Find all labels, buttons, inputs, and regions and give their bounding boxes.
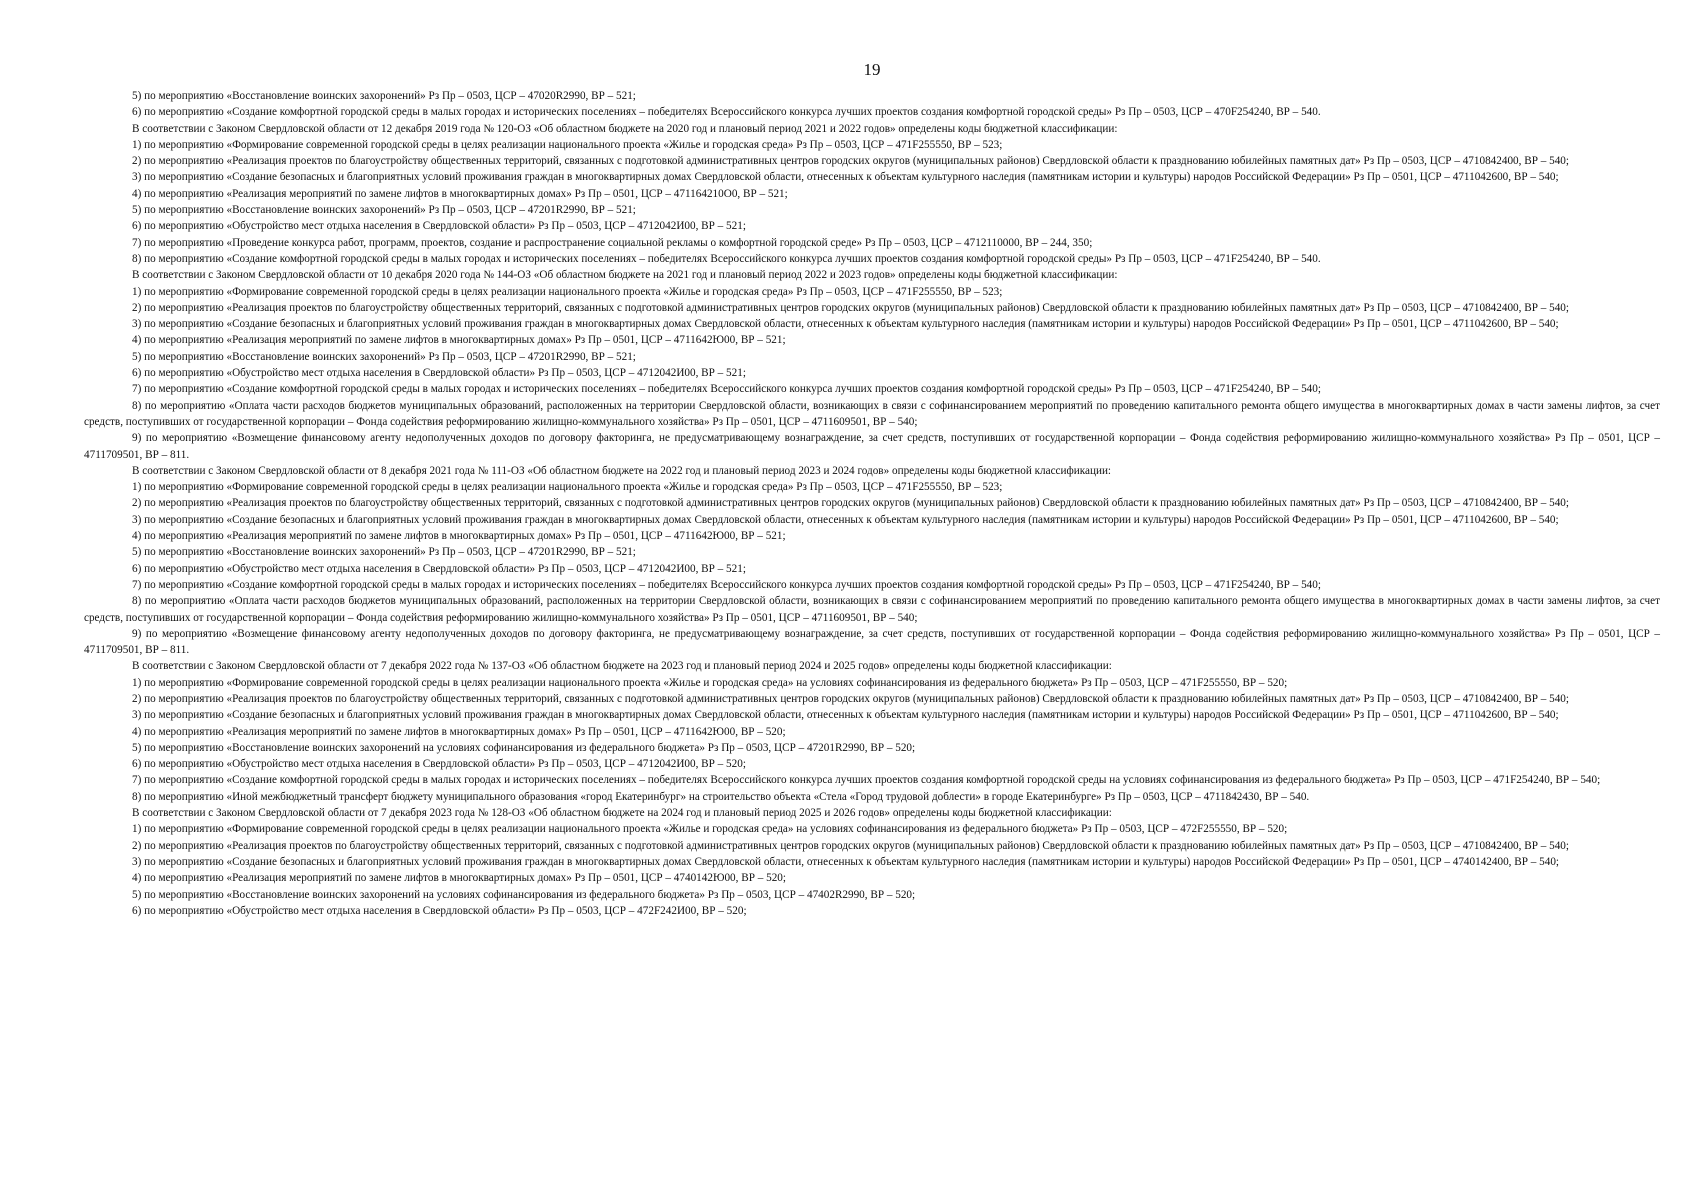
paragraph: 2) по мероприятию «Реализация проектов по благоустройству общественных территорий, связанных с подготовкой административных центров городских округов (муниципальных районов) Свердловской области к празднованию юбилейных памятных дат» Рз Пр – 0503, ЦСР – 4710842400, ВР – 540; bbox=[132, 497, 1570, 510]
paragraph: В соответствии с Законом Свердловской области от 12 декабря 2019 года № 120-ОЗ «Об областном бюджете на 2020 год и плановый период 2021 и 2022 годов» определены коды бюджетной классификации: bbox=[132, 122, 1118, 135]
paragraph: 4) по мероприятию «Реализация мероприятий по замене лифтов в многоквартирных домах» Рз Пр – 0501, ЦСР – 471164210О0, ВР – 521; bbox=[132, 187, 788, 200]
paragraph: 5) по мероприятию «Восстановление воинских захоронений» Рз Пр – 0503, ЦСР – 47020R2990, ВР – 521; bbox=[132, 90, 636, 102]
paragraph: 9) по мероприятию «Возмещение финансовому агенту недополученных доходов по договору факторинга, не предусматривающему вознаграждение, за счет средств, поступивших от государственной корпорации – Фонда содействия реформированию жилищно-коммунального хозяйства» Рз Пр – 0501, ЦСР – 4711709501, ВР – 811. bbox=[84, 627, 1660, 657]
paragraph: 2) по мероприятию «Реализация проектов по благоустройству общественных территорий, связанных с подготовкой административных центров городских округов (муниципальных районов) Свердловской области к празднованию юбилейных памятных дат» Рз Пр – 0503, ЦСР – 4710842400, ВР – 540; bbox=[132, 155, 1570, 168]
paragraph: 3) по мероприятию «Создание безопасных и благоприятных условий проживания граждан в многоквартирных домах Свердловской области, отнесенных к объектам культурного наследия (памятникам истории и культуры) народов Российской Федерации» Рз Пр – 0501, ЦСР – 4711042600, ВР – 540; bbox=[132, 318, 1559, 331]
paragraph: 4) по мероприятию «Реализация мероприятий по замене лифтов в многоквартирных домах» Рз Пр – 0501, ЦСР – 4740142Ю00, ВР – 520; bbox=[132, 872, 787, 885]
paragraph: 7) по мероприятию «Создание комфортной городской среды в малых городах и исторических поселениях – победителях Всероссийского конкурса лучших проектов создания комфортной городской среды» Рз Пр – 0503, ЦСР – 471F254240, ВР – 540; bbox=[132, 578, 1321, 591]
paragraph: В соответствии с Законом Свердловской области от 7 декабря 2022 года № 137-ОЗ «Об областном бюджете на 2023 год и плановый период 2024 и 2025 годов» определены коды бюджетной классификации: bbox=[132, 660, 1112, 673]
paragraph: 6) по мероприятию «Создание комфортной городской среды в малых городах и исторических поселениях – победителях Всероссийского конкурса лучших проектов создания комфортной городской среды» Рз Пр – 0503, ЦСР – 470F254240, ВР – 540. bbox=[132, 106, 1321, 119]
paragraph: 5) по мероприятию «Восстановление воинских захоронений» Рз Пр – 0503, ЦСР – 47201R2990, ВР – 521; bbox=[132, 350, 636, 363]
paragraph: 7) по мероприятию «Проведение конкурса работ, программ, проектов, создание и распространение социальной рекламы о комфортной городской среде» Рз Пр – 0503, ЦСР – 4712110000, ВР – 244, 350; bbox=[132, 236, 1093, 249]
paragraph: 4) по мероприятию «Реализация мероприятий по замене лифтов в многоквартирных домах» Рз Пр – 0501, ЦСР – 4711642Ю00, ВР – 521; bbox=[132, 530, 786, 543]
document-body bbox=[84, 88, 1660, 919]
paragraph: 5) по мероприятию «Восстановление воинских захоронений на условиях софинансирования из федерального бюджета» Рз Пр – 0503, ЦСР – 47402R2990, ВР – 520; bbox=[132, 888, 916, 901]
document-page bbox=[84, 58, 1660, 919]
paragraph: 8) по мероприятию «Создание комфортной городской среды в малых городах и исторических поселениях – победителях Всероссийского конкурса лучших проектов создания комфортной городской среды» Рз Пр – 0503, ЦСР – 471F254240, ВР – 540. bbox=[132, 252, 1321, 265]
paragraph: 4) по мероприятию «Реализация мероприятий по замене лифтов в многоквартирных домах» Рз Пр – 0501, ЦСР – 4711642Ю00, ВР – 521; bbox=[132, 334, 786, 347]
paragraph: 2) по мероприятию «Реализация проектов по благоустройству общественных территорий, связанных с подготовкой административных центров городских округов (муниципальных районов) Свердловской области к празднованию юбилейных памятных дат» Рз Пр – 0503, ЦСР – 4710842400, ВР – 540; bbox=[132, 839, 1570, 852]
paragraph: 2) по мероприятию «Реализация проектов по благоустройству общественных территорий, связанных с подготовкой административных центров городских округов (муниципальных районов) Свердловской области к празднованию юбилейных памятных дат» Рз Пр – 0503, ЦСР – 4710842400, ВР – 540; bbox=[132, 692, 1570, 705]
paragraph: 3) по мероприятию «Создание безопасных и благоприятных условий проживания граждан в многоквартирных домах Свердловской области, отнесенных к объектам культурного наследия (памятникам истории и культуры) народов Российской Федерации» Рз Пр – 0501, ЦСР – 4711042600, ВР – 540; bbox=[132, 171, 1559, 184]
paragraph: 9) по мероприятию «Возмещение финансовому агенту недополученных доходов по договору факторинга, не предусматривающему вознаграждение, за счет средств, поступивших от государственной корпорации – Фонда содействия реформированию жилищно-коммунального хозяйства» Рз Пр – 0501, ЦСР – 4711709501, ВР – 811. bbox=[84, 432, 1660, 461]
paragraph: 5) по мероприятию «Восстановление воинских захоронений» Рз Пр – 0503, ЦСР – 47201R2990, ВР – 521; bbox=[132, 204, 636, 217]
paragraph: 6) по мероприятию «Обустройство мест отдыха населения в Свердловской области» Рз Пр – 0503, ЦСР – 4712042И00, ВР – 520; bbox=[132, 758, 746, 771]
paragraph: 3) по мероприятию «Создание безопасных и благоприятных условий проживания граждан в многоквартирных домах Свердловской области, отнесенных к объектам культурного наследия (памятникам истории и культуры) народов Российской Федерации» Рз Пр – 0501, ЦСР – 4711042600, ВР – 540; bbox=[132, 709, 1559, 722]
paragraph: В соответствии с Законом Свердловской области от 8 декабря 2021 года № 111-ОЗ «Об областном бюджете на 2022 год и плановый период 2023 и 2024 годов» определены коды бюджетной классификации: bbox=[132, 464, 1112, 477]
paragraph: 1) по мероприятию «Формирование современной городской среды в целях реализации национального проекта «Жилье и городская среда» на условиях софинансирования из федерального бюджета» Рз Пр – 0503, ЦСР – 472F255550, ВР – 520; bbox=[132, 823, 1288, 836]
paragraph: 3) по мероприятию «Создание безопасных и благоприятных условий проживания граждан в многоквартирных домах Свердловской области, отнесенных к объектам культурного наследия (памятникам истории и культуры) народов Российской Федерации» Рз Пр – 0501, ЦСР – 4711042600, ВР – 540; bbox=[132, 513, 1559, 526]
paragraph: 2) по мероприятию «Реализация проектов по благоустройству общественных территорий, связанных с подготовкой административных центров городских округов (муниципальных районов) Свердловской области к празднованию юбилейных памятных дат» Рз Пр – 0503, ЦСР – 4710842400, ВР – 540; bbox=[132, 301, 1570, 314]
paragraph: 8) по мероприятию «Оплата части расходов бюджетов муниципальных образований, расположенных на территории Свердловской области, возникающих в связи с софинансированием мероприятий по проведению капитального ремонта общего имущества в многоквартирных домах в части замены лифтов, за счет средств, поступивших от государственной корпорации – Фонда содействия реформированию жилищно-коммунального хозяйства» Рз Пр – 0501, ЦСР – 4711609501, ВР – 540; bbox=[84, 399, 1660, 428]
page-number: 19 bbox=[863, 60, 881, 79]
paragraph: 4) по мероприятию «Реализация мероприятий по замене лифтов в многоквартирных домах» Рз Пр – 0501, ЦСР – 4711642Ю00, ВР – 520; bbox=[132, 725, 786, 738]
paragraph: 8) по мероприятию «Иной межбюджетный трансферт бюджету муниципального образования «город Екатеринбург» на строительство объекта «Стела «Город трудовой доблести» в городе Екатеринбурге» Рз Пр – 0503, ЦСР – 4711842430, ВР – 540. bbox=[132, 790, 1310, 803]
paragraph: 6) по мероприятию «Обустройство мест отдыха населения в Свердловской области» Рз Пр – 0503, ЦСР – 4712042И00, ВР – 521; bbox=[132, 220, 746, 233]
paragraph: 6) по мероприятию «Обустройство мест отдыха населения в Свердловской области» Рз Пр – 0503, ЦСР – 4712042И00, ВР – 521; bbox=[132, 367, 746, 380]
paragraph: 5) по мероприятию «Восстановление воинских захоронений на условиях софинансирования из федерального бюджета» Рз Пр – 0503, ЦСР – 47201R2990, ВР – 520; bbox=[132, 741, 916, 754]
paragraph: 1) по мероприятию «Формирование современной городской среды в целях реализации национального проекта «Жилье и городская среда» на условиях софинансирования из федерального бюджета» Рз Пр – 0503, ЦСР – 471F255550, ВР – 520; bbox=[132, 676, 1288, 689]
paragraph: 6) по мероприятию «Обустройство мест отдыха населения в Свердловской области» Рз Пр – 0503, ЦСР – 472F242И00, ВР – 520; bbox=[132, 904, 747, 917]
paragraph: 1) по мероприятию «Формирование современной городской среды в целях реализации национального проекта «Жилье и городская среда» Рз Пр – 0503, ЦСР – 471F255550, ВР – 523; bbox=[132, 481, 1003, 494]
paragraph: 1) по мероприятию «Формирование современной городской среды в целях реализации национального проекта «Жилье и городская среда» Рз Пр – 0503, ЦСР – 471F255550, ВР – 523; bbox=[132, 138, 1003, 151]
paragraph: 6) по мероприятию «Обустройство мест отдыха населения в Свердловской области» Рз Пр – 0503, ЦСР – 4712042И00, ВР – 521; bbox=[132, 562, 746, 575]
paragraph: 7) по мероприятию «Создание комфортной городской среды в малых городах и исторических поселениях – победителях Всероссийского конкурса лучших проектов создания комфортной городской среды на условиях софинансирования из федерального бюджета» Рз Пр – 0503, ЦСР – 471F254240, ВР – 540; bbox=[132, 774, 1601, 787]
paragraph: 7) по мероприятию «Создание комфортной городской среды в малых городах и исторических поселениях – победителях Всероссийского конкурса лучших проектов создания комфортной городской среды» Рз Пр – 0503, ЦСР – 471F254240, ВР – 540; bbox=[132, 383, 1321, 396]
paragraph: 5) по мероприятию «Восстановление воинских захоронений» Рз Пр – 0503, ЦСР – 47201R2990, ВР – 521; bbox=[132, 546, 636, 559]
paragraph: В соответствии с Законом Свердловской области от 7 декабря 2023 года № 128-ОЗ «Об областном бюджете на 2024 год и плановый период 2025 и 2026 годов» определены коды бюджетной классификации: bbox=[132, 807, 1112, 820]
paragraph: 8) по мероприятию «Оплата части расходов бюджетов муниципальных образований, расположенных на территории Свердловской области, возникающих в связи с софинансированием мероприятий по проведению капитального ремонта общего имущества в многоквартирных домах в части замены лифтов, за счет средств, поступивших от государственной корпорации – Фонда содействия реформированию жилищно-коммунального хозяйства» Рз Пр – 0501, ЦСР – 4711609501, ВР – 540; bbox=[84, 595, 1660, 624]
paragraph: В соответствии с Законом Свердловской области от 10 декабря 2020 года № 144-ОЗ «Об областном бюджете на 2021 год и плановый период 2022 и 2023 годов» определены коды бюджетной классификации: bbox=[132, 269, 1118, 282]
paragraph: 1) по мероприятию «Формирование современной городской среды в целях реализации национального проекта «Жилье и городская среда» Рз Пр – 0503, ЦСР – 471F255550, ВР – 523; bbox=[132, 285, 1003, 298]
paragraph: 3) по мероприятию «Создание безопасных и благоприятных условий проживания граждан в многоквартирных домах Свердловской области, отнесенных к объектам культурного наследия (памятникам истории и культуры) народов Российской Федерации» Рз Пр – 0501, ЦСР – 4740142400, ВР – 540; bbox=[132, 855, 1560, 868]
